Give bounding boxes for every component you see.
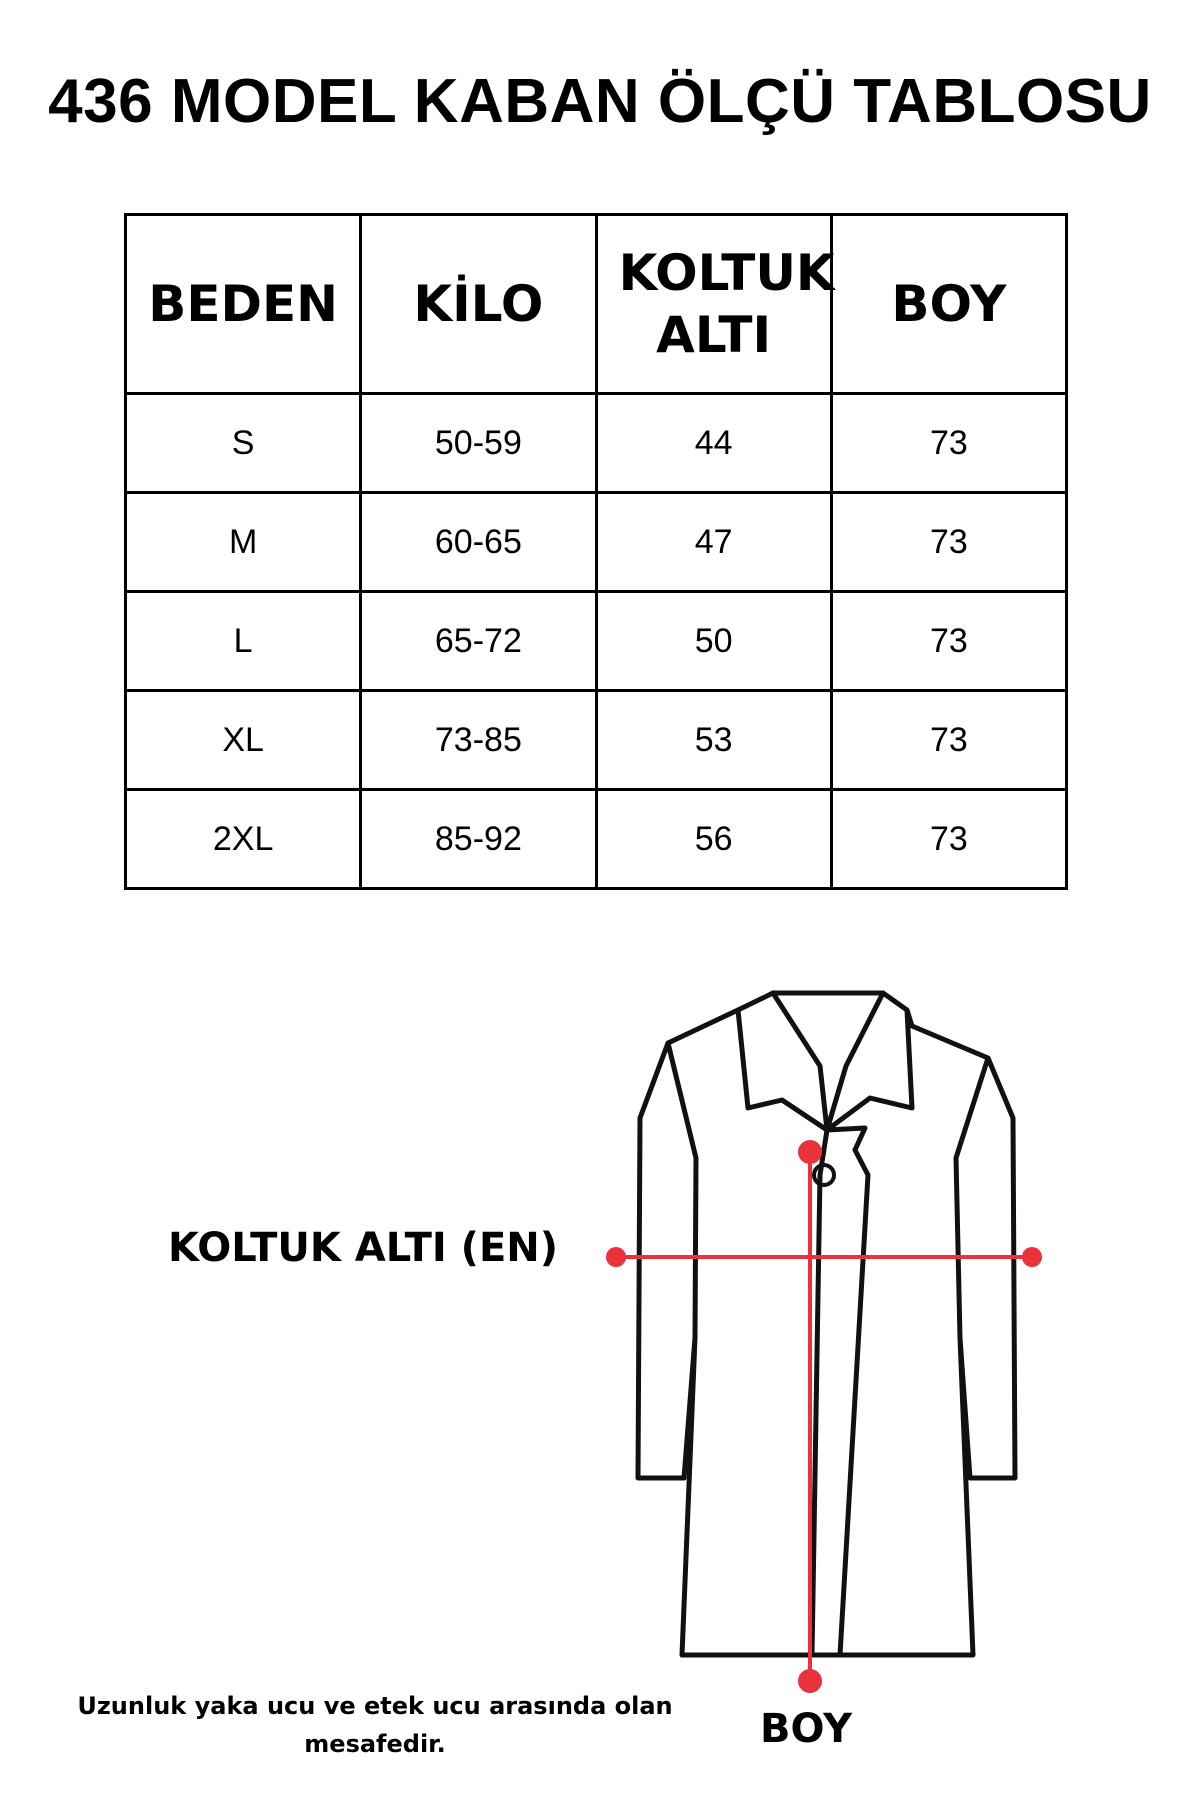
cell-armpit: 50: [596, 592, 831, 691]
header-size: BEDEN: [126, 215, 361, 394]
header-length: BOY: [831, 215, 1066, 394]
measurement-note: Uzunluk yaka ucu ve etek ucu arasında olan mesafedir.: [77, 1692, 673, 1758]
cell-weight: 50-59: [361, 394, 596, 493]
coat-collar-right: [827, 993, 912, 1130]
cell-armpit: 53: [596, 691, 831, 790]
cell-size: M: [126, 493, 361, 592]
cell-length: 73: [831, 493, 1066, 592]
cell-size: XL: [126, 691, 361, 790]
length-measure-dot-bottom: [798, 1669, 822, 1693]
cell-size: 2XL: [126, 790, 361, 889]
cell-weight: 73-85: [361, 691, 596, 790]
cell-armpit: 44: [596, 394, 831, 493]
coat-right-sleeve: [956, 1058, 988, 1338]
cell-size: S: [126, 394, 361, 493]
armpit-measure-dot-left: [606, 1247, 626, 1267]
coat-left-sleeve: [668, 1043, 696, 1338]
cell-length: 73: [831, 592, 1066, 691]
coat-front-edge: [812, 1130, 827, 1655]
cell-length: 73: [831, 394, 1066, 493]
cell-armpit: 47: [596, 493, 831, 592]
coat-button: [814, 1165, 834, 1185]
cell-weight: 60-65: [361, 493, 596, 592]
cell-length: 73: [831, 691, 1066, 790]
page-title: 436 MODEL KABAN ÖLÇÜ TABLOSU: [48, 67, 1152, 136]
cell-armpit: 56: [596, 790, 831, 889]
cell-size: L: [126, 592, 361, 691]
coat-lapel: [827, 1128, 868, 1655]
length-measure-dot-top: [798, 1140, 822, 1164]
armpit-label: KOLTUK ALTI (EN): [168, 1225, 559, 1271]
cell-weight: 65-72: [361, 592, 596, 691]
cell-length: 73: [831, 790, 1066, 889]
cell-weight: 85-92: [361, 790, 596, 889]
coat-collar-left: [738, 993, 827, 1130]
header-weight: KİLO: [361, 215, 596, 394]
length-label: BOY: [760, 1706, 853, 1752]
header-armpit: KOLTUK ALTI: [596, 215, 831, 394]
armpit-measure-dot-right: [1022, 1247, 1042, 1267]
